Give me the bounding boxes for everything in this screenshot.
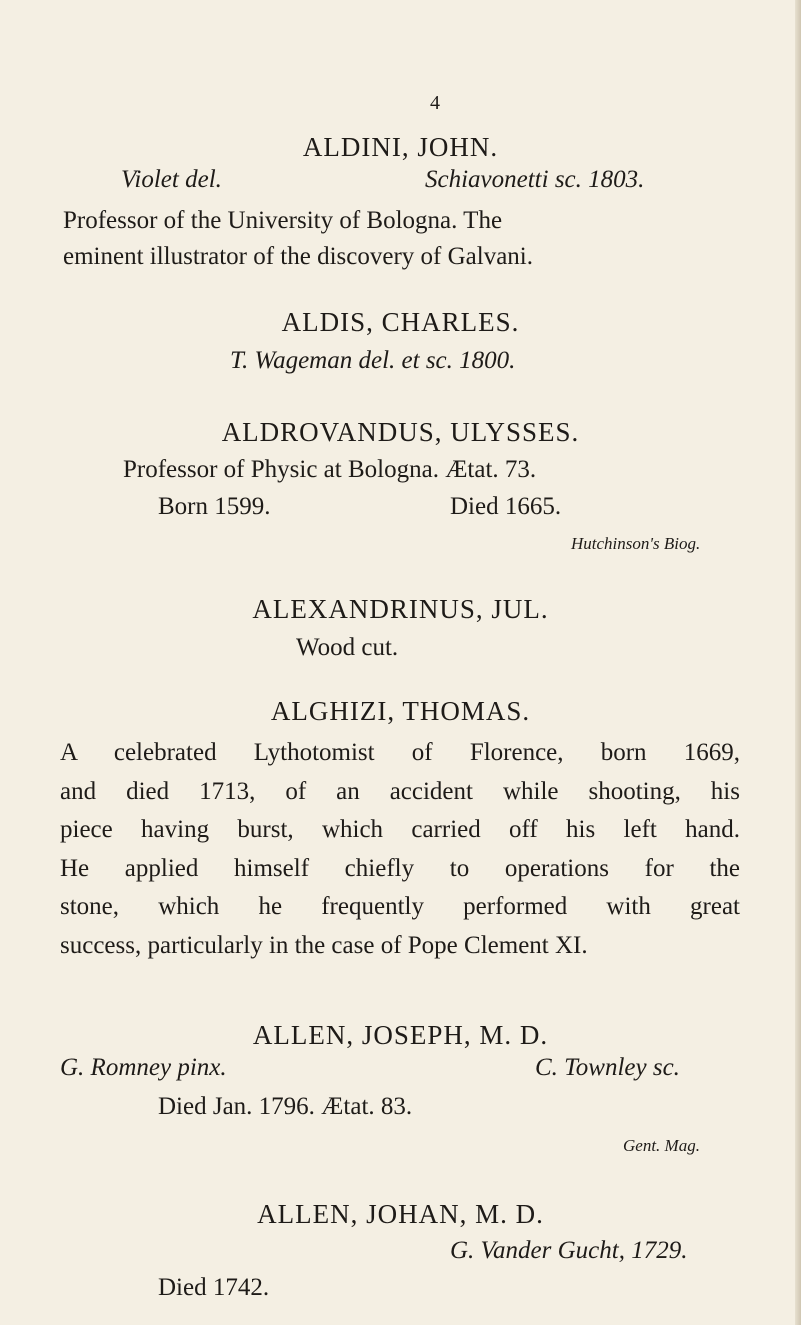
- entry-text-line: Professor of Physic at Bologna. Ætat. 73.: [123, 456, 537, 483]
- credit-row: [0, 1052, 801, 1090]
- entry-alexandrinus: [0, 592, 801, 661]
- credit-row: [0, 164, 801, 202]
- entry-text-line: Wood cut.: [296, 634, 399, 661]
- entry-heading: ALDIS, CHARLES.: [281, 307, 520, 337]
- entry-heading: ALDINI, JOHN.: [302, 132, 499, 162]
- died-date: Died 1665.: [450, 493, 562, 520]
- paragraph-line: success, particularly in the case of Pope Clement XI.: [60, 931, 588, 959]
- engraver-credit: G. Vander Gucht, 1729.: [450, 1237, 688, 1264]
- paragraph-line: A celebrated Lythotomist of Florence, born 1669,: [60, 739, 740, 766]
- entry-alghizi: [0, 694, 801, 728]
- engraver-credit: Schiavonetti sc. 1803.: [425, 166, 645, 193]
- paragraph-line: and died 1713, of an accident while shooting, his: [60, 777, 740, 805]
- entry-paragraph: [60, 734, 740, 965]
- entry-text-line: Professor of the University of Bologna. The: [63, 207, 503, 234]
- entry-heading: ALDROVANDUS, ULYSSES.: [221, 417, 580, 447]
- died-date: Died 1742.: [158, 1274, 270, 1301]
- entry-heading: ALLEN, JOSEPH, M. D.: [252, 1020, 549, 1050]
- artist-credit: Violet del.: [121, 166, 222, 193]
- artist-credit: G. Romney pinx.: [60, 1054, 227, 1081]
- paragraph-line: piece having burst, which carried off his left hand.: [60, 816, 740, 843]
- entry-heading: ALGHIZI, THOMAS.: [270, 696, 531, 726]
- page-number: 4: [430, 92, 440, 114]
- source-reference: Hutchinson's Biog.: [571, 534, 701, 553]
- entry-heading: ALLEN, JOHAN, M. D.: [257, 1199, 544, 1229]
- paragraph-line: stone, which he frequently performed with great: [60, 893, 740, 920]
- entry-aldis: [0, 305, 801, 374]
- entry-aldrovandus: [0, 415, 801, 553]
- engraver-credit: C. Townley sc.: [535, 1054, 680, 1081]
- entry-heading: ALEXANDRINUS, JUL.: [252, 594, 549, 624]
- entry-allen-joseph: [0, 1018, 801, 1155]
- entry-text-line: Died Jan. 1796. Ætat. 83.: [158, 1093, 413, 1120]
- born-date: Born 1599.: [158, 493, 271, 520]
- entry-aldini: [0, 130, 801, 270]
- engraver-credit: T. Wageman del. et sc. 1800.: [230, 347, 516, 374]
- entry-allen-johan: [0, 1197, 801, 1301]
- entry-text-line: eminent illustrator of the discovery of Galvani.: [63, 243, 534, 270]
- source-reference: Gent. Mag.: [623, 1136, 700, 1155]
- paragraph-line: He applied himself chiefly to operations for the: [60, 854, 740, 882]
